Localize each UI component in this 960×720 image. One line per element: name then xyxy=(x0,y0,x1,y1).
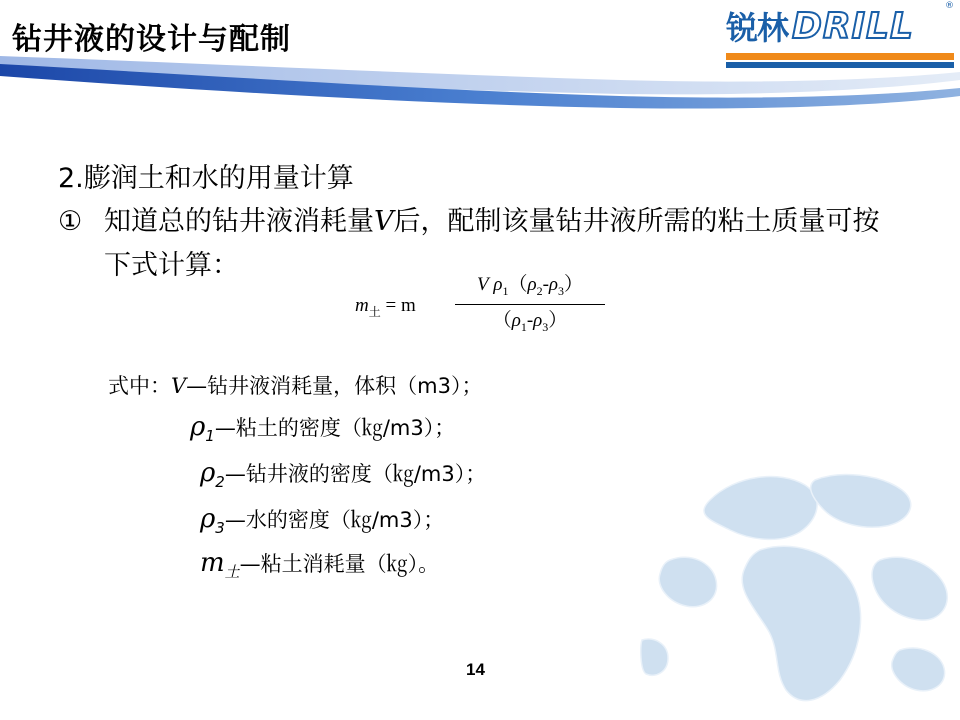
item-text-before: 知道总的钻井液消耗量 xyxy=(104,206,374,237)
num-sub1: 1 xyxy=(502,284,509,298)
def-m-text: —粘土消耗量（㎏）。 xyxy=(239,552,440,576)
brand-logo xyxy=(726,3,954,71)
logo-orange-bar xyxy=(726,53,954,60)
def-rho1-symbol: ρ xyxy=(190,412,206,442)
item-marker: ① xyxy=(58,206,83,237)
world-map-decoration-icon xyxy=(640,440,960,720)
num-sub3: 3 xyxy=(558,284,565,298)
definition-m xyxy=(200,548,440,581)
definition-rho3 xyxy=(200,504,445,537)
registered-mark: ® xyxy=(945,1,954,11)
num-close: ） xyxy=(564,274,584,295)
formula-lhs-subscript: 土 xyxy=(368,305,381,319)
page-number: 14 xyxy=(466,660,485,679)
den-minus: - xyxy=(526,310,534,331)
logo-chinese-text: 锐林 xyxy=(726,9,789,47)
def-rho3-sub: 3 xyxy=(215,519,225,537)
num-minus: - xyxy=(542,274,549,295)
def-rho3-text: —水的密度（㎏/m3）； xyxy=(224,508,445,532)
num-rho2: ρ xyxy=(527,274,537,295)
def-rho1-sub: 1 xyxy=(205,427,215,445)
section-heading: 2.膨润土和水的用量计算 xyxy=(58,163,354,194)
den-rho3: ρ xyxy=(533,310,543,331)
definition-rho1 xyxy=(190,412,456,445)
def-m-sub: 土 xyxy=(224,563,240,581)
formula-lhs-symbol: m xyxy=(355,295,369,316)
num-rho3: ρ xyxy=(548,274,559,295)
slide-title: 钻井液的设计与配制 xyxy=(12,22,291,57)
num-open: （ xyxy=(508,274,528,295)
logo-english-text: DRILL xyxy=(792,5,914,47)
num-v: V xyxy=(476,274,489,295)
item-variable: V xyxy=(374,206,394,237)
logo-blue-bar xyxy=(726,62,954,68)
def-rho1-text: —粘土的密度（㎏/m3）； xyxy=(214,416,456,440)
formula-fraction xyxy=(455,270,605,335)
definitions-intro: 式中： xyxy=(108,374,171,398)
logo-bars xyxy=(726,53,954,68)
definition-rho2 xyxy=(200,458,487,491)
def-rho2-symbol: ρ xyxy=(200,458,216,488)
formula-equals: = m xyxy=(385,295,416,316)
den-sub3: 3 xyxy=(542,320,549,334)
def-rho3-symbol: ρ xyxy=(200,504,216,534)
num-sub2: 2 xyxy=(536,284,543,298)
formula-lhs xyxy=(355,295,416,317)
num-rho1: ρ xyxy=(493,274,503,295)
def-rho2-sub: 2 xyxy=(215,473,225,491)
definition-v xyxy=(108,370,483,400)
def-v-symbol: V xyxy=(171,374,187,398)
def-v-text: —钻井液消耗量，体积（m3）； xyxy=(186,374,483,398)
def-rho2-text: —钻井液的密度（㎏/m3）； xyxy=(224,462,487,486)
formula-numerator xyxy=(455,270,605,300)
den-sub1: 1 xyxy=(520,320,527,334)
def-m-symbol: m xyxy=(200,548,225,578)
item-text-after: 后，配制该量钻井液所需的粘土质量可按下式计算： xyxy=(104,206,880,281)
den-rho1: ρ xyxy=(511,310,521,331)
den-open: （ xyxy=(492,310,512,331)
den-close: ） xyxy=(548,310,568,331)
formula-denominator xyxy=(455,305,605,335)
